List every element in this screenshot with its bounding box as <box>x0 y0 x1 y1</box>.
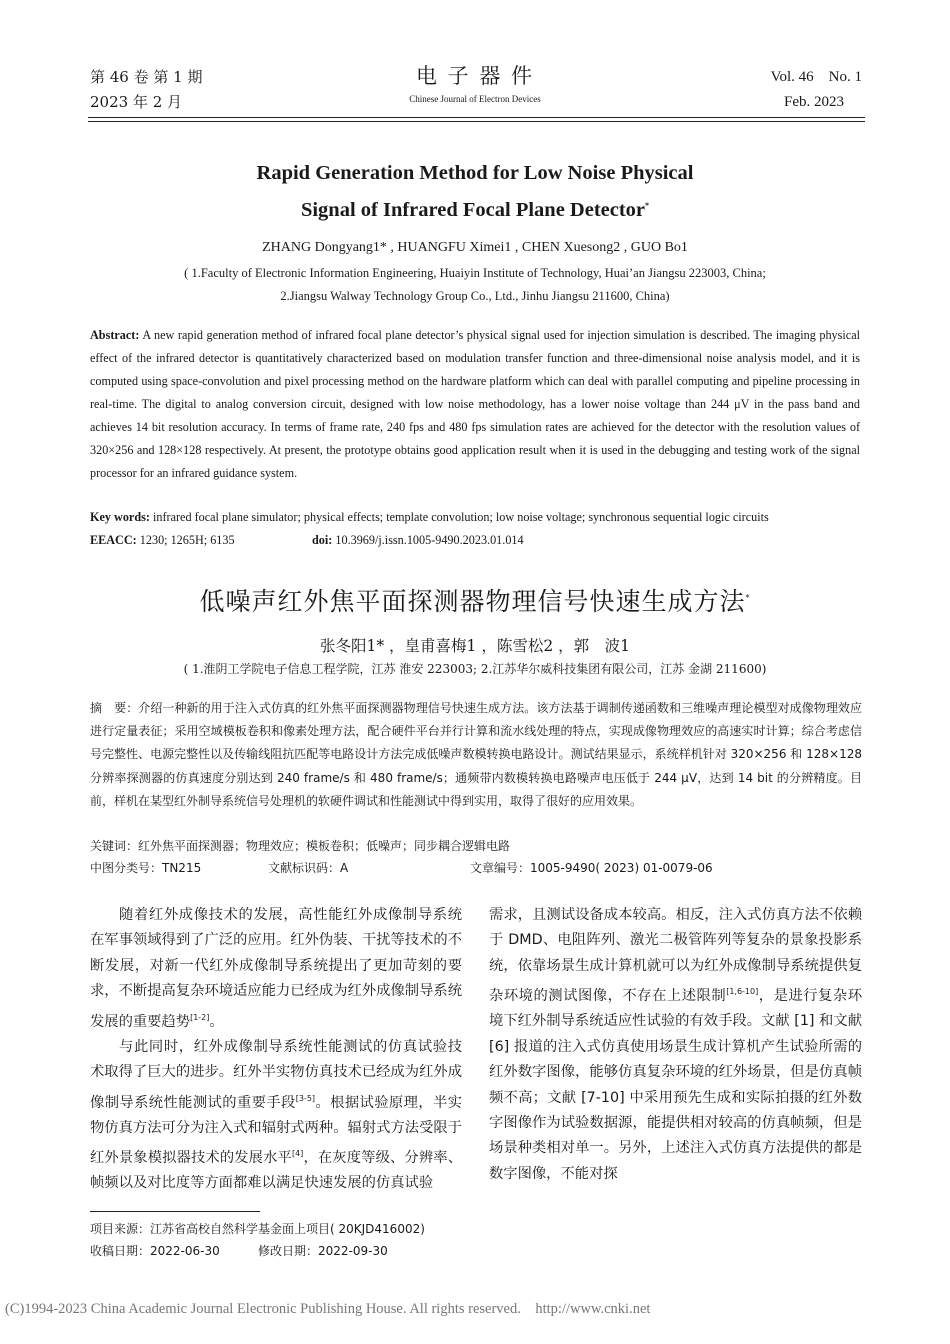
keywords-en-label: Key words: <box>90 510 150 524</box>
body-right-column <box>489 903 862 1187</box>
abstract-en: Abstract: A new rapid generation method of infrared focal plane detector’s physical signal used for injection simulation is described. The imaging physical effect of the infrared detector is quantitatively characterized based on modulation transfer function and three-dimensional noise analysis model, and it is computed using space-convolution and pixel processing method on the hardware platform which can deal with parallel computing and pipeline processing in real-time. The digital to analog conversion circuit, designed with low noise methodology, has a lower noise voltage than 244 μV in the pass band and achieves 14 bit resolution accuracy. In terms of frame rate, 240 fps and 480 fps simulation rates are achieved for the detector with the resolution values of 320×256 and 128×128 respectively. At present, the prototype obtains good application result when it is used in the debugging and testing work of the signal processor for an infrared guidance system. <box>90 328 860 480</box>
clc-number: 中图分类号：TN215 <box>90 861 202 875</box>
citation: [3-5] <box>295 1093 316 1103</box>
header-rule-thin <box>88 121 865 122</box>
title-en-line1: Rapid Generation Method for Low Noise Physical <box>256 162 694 184</box>
abstract-cn: 摘 要：介绍一种新的用于注入式仿真的红外焦平面探测器物理信号快速生成方法。该方法基于调制传递函数和三维噪声理论模型对成像物理效应进行定量表征；采用空域模板卷积和像素处理方法，配合硬件平台并行计算和流水线处理的特点，实现成像物理效应的高速实时计算；综合考虑信号完整性、电源完整性以及传输线阻抗匹配等电路设计方法完成低噪声数模转换电路设计。测试结果显示，系统样机针对 320×256 和 128×128 分辨率探测器的仿真速度分别达到 240 frame/s 和 480 frame/s；通频带内数模转换电路噪声电压低于 244 μV，达到 14 bit 的分辨精度。目前，样机在某型红外制导系统信号处理机的软硬件调试和性能测试中得到实用，取得了很好的应用效果。 <box>90 701 862 808</box>
doi-line: doi: 10.3969/j.issn.1005-9490.2023.01.014 <box>312 533 524 547</box>
journal-name-en: Chinese Journal of Electron Devices <box>409 94 541 104</box>
footnote-revised: 修改日期：2022-09-30 <box>258 1244 388 1258</box>
abstract-en-label: Abstract: <box>90 328 140 342</box>
keywords-cn: 关键词：红外焦平面探测器；物理效应；模板卷积；低噪声；同步耦合逻辑电路 <box>90 839 511 853</box>
title-en-line2: Signal of Infrared Focal Plane Detector* <box>300 198 650 221</box>
citation: [1-2] <box>190 1012 210 1022</box>
title-cn-mark: * <box>745 593 751 603</box>
affiliation-cn: ( 1.淮阴工学院电子信息工程学院，江苏 淮安 223003; 2.江苏华尔威科技集团有限公司，江苏 金湖 211600) <box>183 662 767 676</box>
eeacc-line: EEACC: 1230; 1265H; 6135 <box>90 533 235 547</box>
date-en: Feb. 2023 <box>784 94 844 110</box>
affiliation-en-line2: 2.Jiangsu Walway Technology Group Co., Ltd., Jinhu Jiangsu 211600, China) <box>280 289 670 303</box>
footnote-received: 收稿日期：2022-06-30 <box>90 1244 220 1258</box>
footnote-rule <box>90 1211 260 1212</box>
volume-issue-cn: 第 46 卷 第 1 期 <box>90 68 203 86</box>
date-cn: 2023 年 2 月 <box>90 93 183 111</box>
affiliation-en-line1: ( 1.Faculty of Electronic Information Engineering, Huaiyin Institute of Technology, Huai’an Jiangsu 223003, China; <box>184 266 766 280</box>
article-number: 文章编号：1005-9490( 2023) 01-0079-06 <box>470 861 713 875</box>
citation: [1,6-10] <box>726 987 759 997</box>
journal-name-cn: 电 子 器 件 <box>415 64 535 88</box>
keywords-en: Key words: infrared focal plane simulator; physical effects; template convolution; low noise voltage; synchronous sequential logic circuits <box>90 510 769 524</box>
footnote-fund: 项目来源：江苏省高校自然科学基金面上项目( 20KJD416002) <box>90 1222 425 1236</box>
paragraph: 需求，且测试设备成本较高。相反，注入式仿真方法不依赖于 DMD、电阻阵列、激光二极管阵列等复杂的景象投影系统，依靠场景生成计算机就可以为红外成像制导系统提供复杂环境的测试图像，不存在上述限制[1,6-10]，是进行复杂环境下红外制导系统适应性试验的有效手段。文献 [1] 和文献 [6] 报道的注入式仿真使用场景生成计算机产生试验所需的红外数字图像，能够仿真复杂环境的红外场景，但是仿真帧频不高；文献 [7-10] 中采用预先生成和实际拍摄的红外数字图像作为试验数据源，能提供相对较高的仿真帧频，但是场景种类相对单一。另外，上述注入式仿真方法提供的都是数字图像，不能对探 <box>489 907 863 1182</box>
header-rule <box>88 117 865 118</box>
copyright-line: (C)1994-2023 China Academic Journal Electronic Publishing House. All rights reserved. http://www.cnki.net <box>5 1301 651 1317</box>
body-left-column <box>90 903 462 1197</box>
abstract-cn-label: 摘 要： <box>90 701 139 715</box>
authors-en: ZHANG Dongyang1* , HUANGFU Ximei1 , CHEN Xuesong2 , GUO Bo1 <box>262 240 688 255</box>
paragraph: 与此同时，红外成像制导系统性能测试的仿真试验技术取得了巨大的进步。红外半实物仿真技术已经成为红外成像制导系统性能测试的重要手段[3-5]。根据试验原理，半实物仿真方法可分为注入式和辐射式两种。辐射式方法受限于红外景象模拟器技术的发展水平[4]，在灰度等级、分辨率、帧频以及对比度等方面都难以满足快速发展的仿真试验 <box>90 1038 463 1192</box>
title-cn: 低噪声红外焦平面探测器物理信号快速生成方法* <box>199 587 751 616</box>
volume-issue-en: Vol. 46 No. 1 <box>770 69 862 85</box>
title-en-mark: * <box>645 201 650 210</box>
citation: [4] <box>291 1149 304 1159</box>
authors-cn: 张冬阳1* ，皇甫喜梅1 ，陈雪松2 ，郭 波1 <box>320 637 630 655</box>
document-code: 文献标识码：A <box>268 861 349 875</box>
paragraph: 随着红外成像技术的发展，高性能红外成像制导系统在军事领域得到了广泛的应用。红外伪装、干扰等技术的不断发展，对新一代红外成像制导系统提出了更加苛刻的要求，不断提高复杂环境适应能力已经成为红外成像制导系统发展的重要趋势[1-2]。 <box>90 907 462 1030</box>
